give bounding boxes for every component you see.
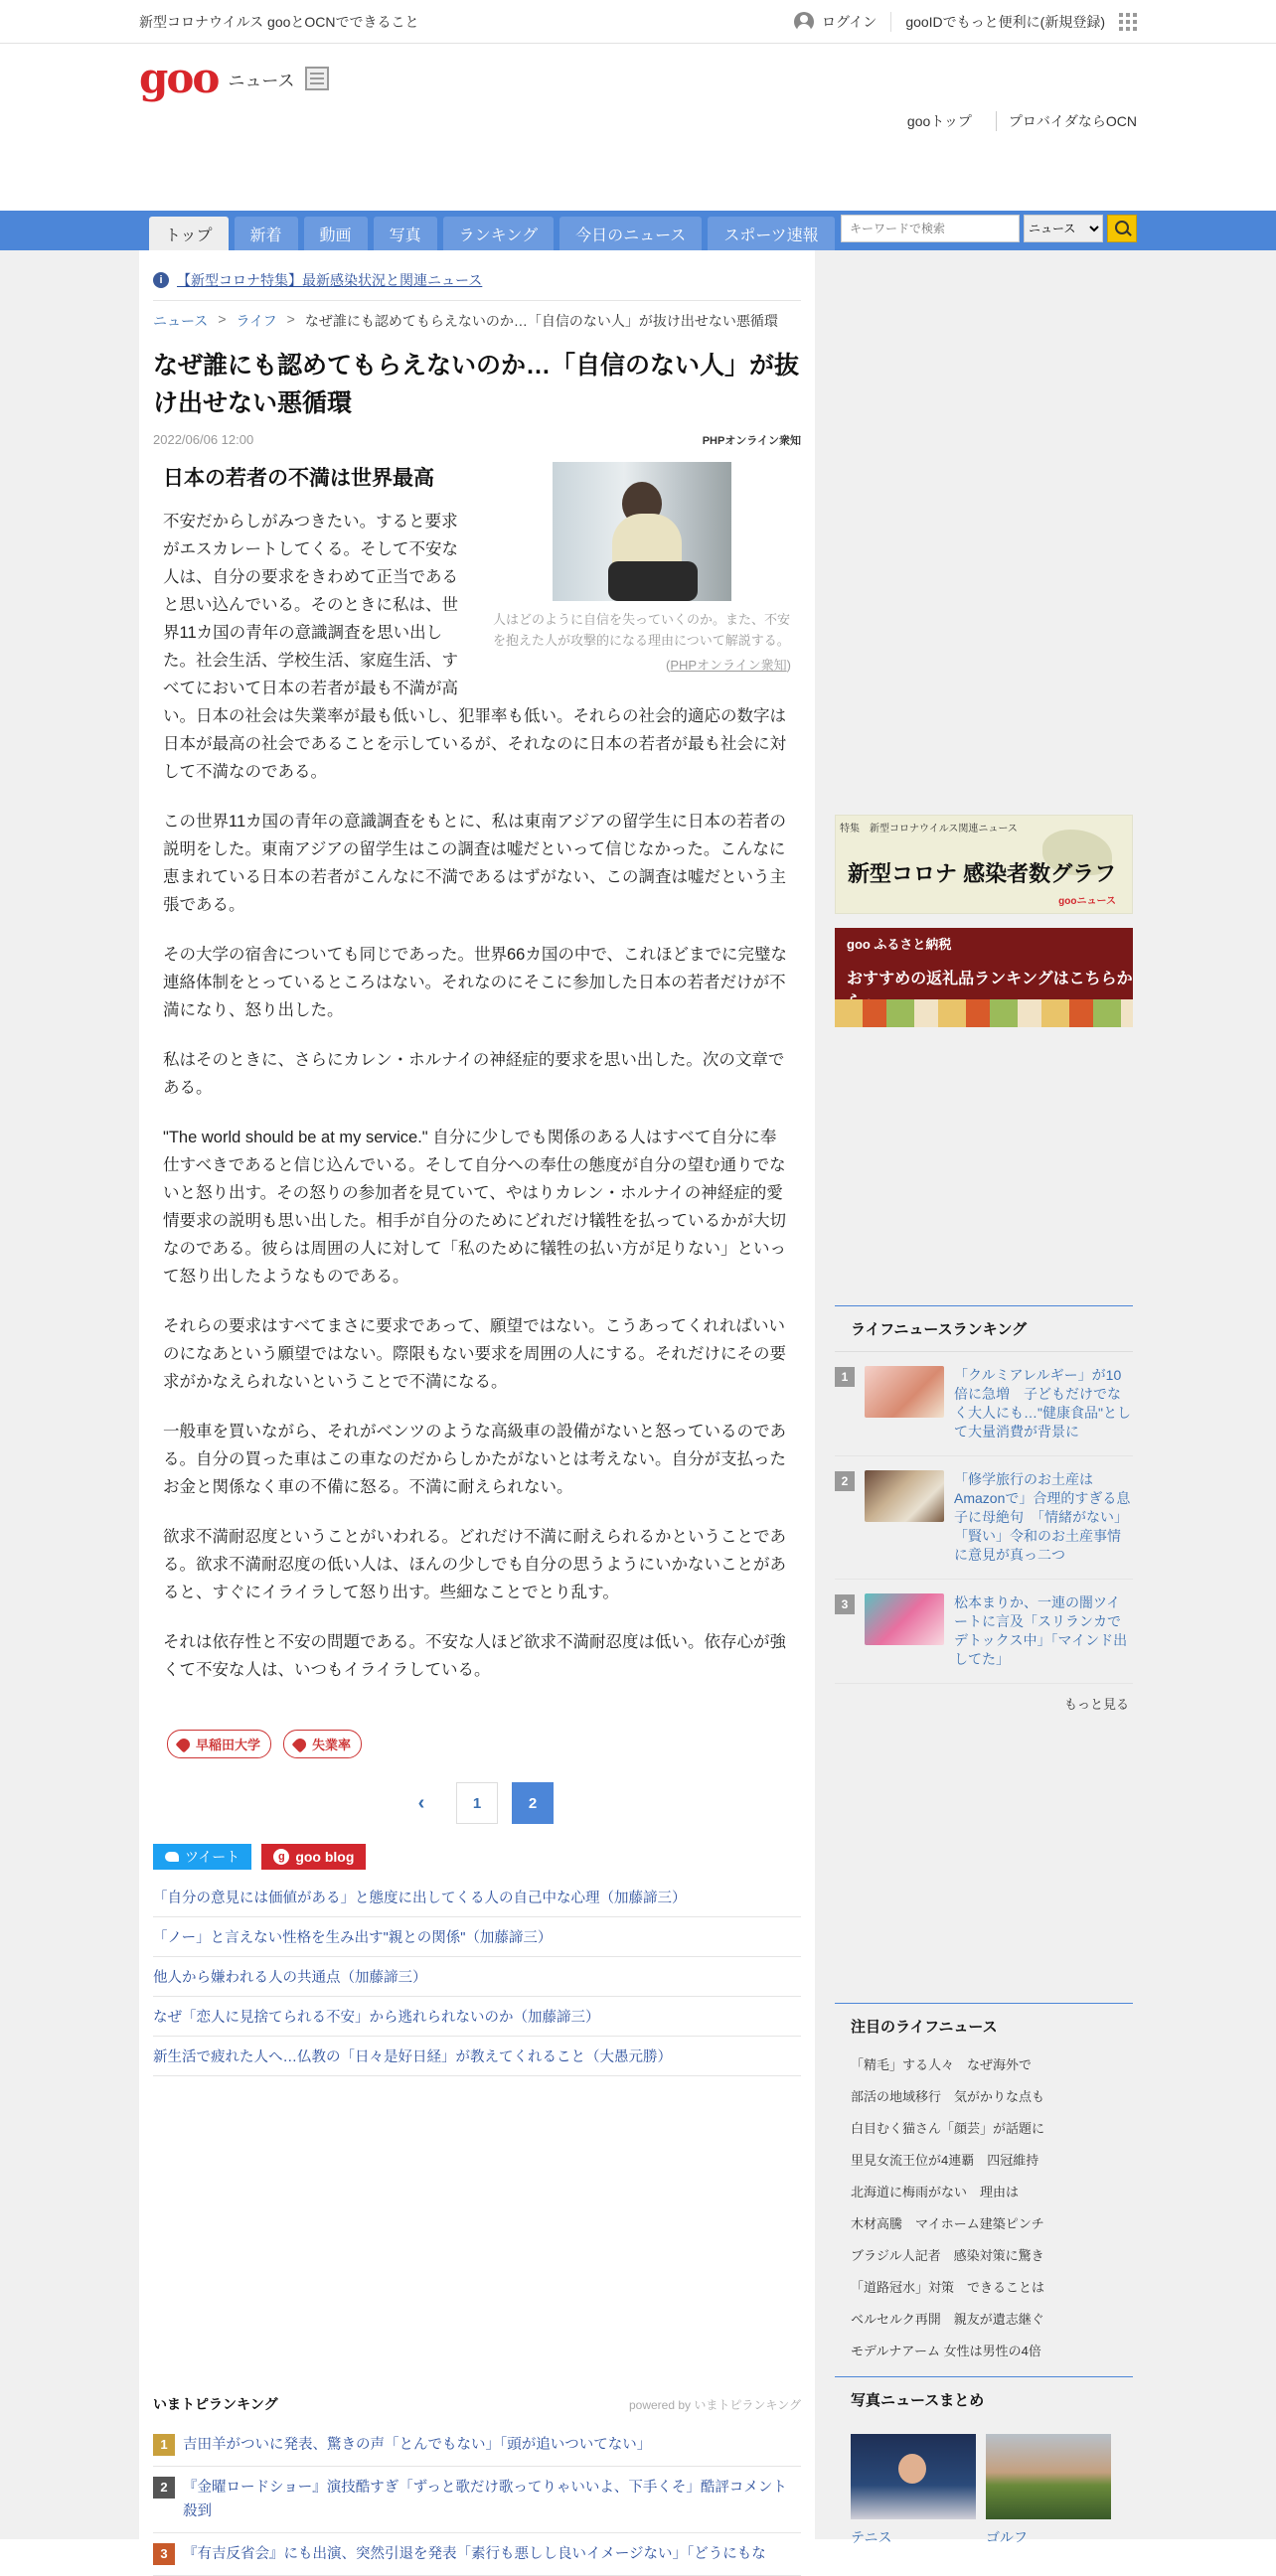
logo-subtitle: ニュース	[228, 71, 295, 90]
list-item[interactable]	[835, 1580, 1133, 1684]
attention-life-news	[835, 2003, 1133, 2366]
sidebar	[835, 250, 1133, 2547]
breadcrumb-current: なぜ誰にも認めてもらえないのか…「自信のない人」が抜け出せない悪循環	[304, 313, 778, 329]
ranking-thumbnail	[865, 1593, 944, 1645]
article-title: なぜ誰にも認めてもらえないのか…「自信のない人」が抜け出せない悪循環	[153, 352, 800, 417]
login-button[interactable]	[794, 12, 877, 32]
article-paragraph: "The world should be at my service." 自分に少しでも関係のある人はすべて自分に奉仕すべきであると信じ込んでいる。そして自分への奉仕の態度が自分の望む通りでないと怒り出す。その怒りの参加者を見ていて、やはりカレン・ホルナイの神経症的愛情要求の説明も思い出した。相手が自分のためにどれだけ犠牲を払っているかが大切なのである。彼らは周囲の人に対して「私のために犠牲の払い方が足りない」といって怒り出したようなものである。	[163, 1129, 786, 1286]
rank-badge: 1	[835, 1367, 855, 1387]
info-icon: i	[153, 272, 169, 288]
tab-top[interactable]: トップ	[149, 217, 229, 250]
related-articles	[153, 1878, 801, 2076]
ranking-text: 松本まりか、一連の闇ツイートに言及「スリランカでデトックス中」「マインド出してた」	[954, 1594, 1128, 1667]
banner-kicker: goo ふるさと納税	[847, 937, 952, 952]
covid-promo-link[interactable]: 新型コロナウイルス gooとOCNでできること	[139, 14, 419, 30]
article-paragraph: 不安だからしがみつきたい。すると要求がエスカレートしてくる。そして不安な人は、自分の要求をきわめて正当であると思い込んでいる。そのときに私は、世界11カ国の青年の意識調査を思い出した。社会生活、学校生活、家庭生活、すべてにおいて日本の若者が最も不満が高い。日本の社会は失業率が最も低いし、犯罪率も低い。それらの社会的適応の数字は日本が最高の社会であることを示しているが、それなのに日本の若者が最も社会に対して不満なのである。	[163, 513, 786, 781]
list-item[interactable]: 木材高騰 マイホーム建築ピンチ	[851, 2216, 1044, 2231]
list-item[interactable]: 「道路冠水」対策 できることは	[851, 2280, 1045, 2295]
list-item[interactable]	[153, 2424, 801, 2467]
list-item[interactable]	[153, 2533, 801, 2576]
banner-brand: gooニュース	[1058, 896, 1116, 907]
golf-photo	[986, 2434, 1111, 2519]
article-paragraph: この世界11カ国の青年の意識調査をもとに、私は東南アジアの留学生に日本の若者の説明をした。東南アジアの留学生はこの調査は嘘だといって信じなかった。こんなに恵まれている日本の若者がこんなに不満であるはずがない、この調査は嘘だという主張である。	[163, 813, 786, 914]
prev-page-icon[interactable]: ‹	[417, 1791, 425, 1814]
rank-badge: 3	[153, 2543, 175, 2565]
pagination	[153, 1782, 801, 1824]
newspaper-icon	[305, 67, 329, 90]
tag-label: 早稲田大学	[196, 1738, 261, 1752]
list-item[interactable]: 白目むく猫さん「顔芸」が話題に	[851, 2121, 1045, 2136]
topic-ranking-list	[153, 2424, 801, 2576]
topic-ranking-title: いまトピランキング	[153, 2396, 278, 2412]
photo-caption: 人はどのように自信を失っていくのか。また、不安を抱えた人が攻撃的になる理由について解説する。	[493, 612, 791, 648]
page-2-button[interactable]: 2	[512, 1782, 554, 1824]
article-photo[interactable]	[553, 462, 731, 601]
ranking-thumbnail	[865, 1470, 944, 1522]
article-figure	[493, 462, 791, 674]
main-column	[139, 250, 815, 2562]
topic-ranking-header	[153, 2384, 801, 2424]
divider	[890, 12, 891, 32]
site-header	[139, 44, 1137, 211]
register-link[interactable]: gooIDでもっと便利に(新規登録)	[905, 14, 1105, 30]
tennis-photo	[851, 2434, 976, 2519]
tab-new[interactable]: 新着	[235, 217, 298, 250]
attention-list	[835, 2048, 1133, 2366]
search-form	[841, 211, 1137, 250]
list-item[interactable]	[153, 2467, 801, 2533]
tag-waseda[interactable]	[167, 1730, 271, 1758]
goo-blog-label: goo blog	[295, 1849, 355, 1865]
apps-grid-icon[interactable]	[1119, 13, 1137, 31]
article-meta	[153, 432, 801, 448]
corona-graph-banner[interactable]	[835, 815, 1133, 914]
list-item[interactable]: モデルナアーム 女性は男性の4倍	[851, 2344, 1041, 2358]
login-label: ログイン	[822, 14, 877, 30]
tab-today[interactable]: 今日のニュース	[559, 217, 702, 250]
breadcrumb-news[interactable]: ニュース	[153, 313, 209, 329]
list-item[interactable]: 北海道に梅雨がない 理由は	[851, 2185, 1020, 2199]
photo-news-title: 写真ニュースまとめ	[851, 2392, 985, 2409]
related-link[interactable]: 新生活で疲れた人へ…仏教の「日々是好日経」が教えてくれること（大愚元勝）	[153, 2037, 801, 2076]
search-input[interactable]	[841, 215, 1020, 242]
life-ranking	[835, 1305, 1133, 1723]
banner-title: 新型コロナ 感染者数グラフ	[848, 861, 1117, 886]
list-item[interactable]: 「精毛」する人々 なぜ海外で	[851, 2057, 1033, 2072]
article-paragraph: 欲求不満耐忍度ということがいわれる。どれだけ不満に耐えられるかということである。欲求不満耐忍度の低い人は、ほんの少しでも自分の思うようにいかないことがあると、すぐにイライラして怒り出す。些細なことでとり乱す。	[163, 1528, 786, 1601]
article-source[interactable]: PHPオンライン衆知	[702, 435, 801, 447]
photo-card-golf[interactable]	[986, 2434, 1111, 2547]
tag-icon	[176, 1736, 193, 1752]
article-date: 2022/06/06 12:00	[153, 432, 254, 447]
banner-title: おすすめの返礼品ランキングはこちらか	[847, 971, 1133, 987]
life-ranking-list	[835, 1352, 1133, 1684]
tag-icon	[292, 1736, 309, 1752]
user-avatar-icon	[794, 12, 814, 32]
nav-tabs	[139, 217, 835, 250]
photo-label: テニス	[851, 2529, 892, 2545]
related-link[interactable]: 他人から嫌われる人の共通点（加藤諦三）	[153, 1957, 801, 1997]
logo-text: goo	[139, 54, 219, 102]
article-tags	[167, 1730, 801, 1758]
rank-badge: 3	[835, 1594, 855, 1614]
list-item[interactable]: 里見女流王位が4連覇 四冠維持	[851, 2153, 1039, 2168]
ocn-link[interactable]: プロバイダならOCN	[996, 111, 1137, 131]
article-paragraph: その大学の宿舎についても同じであった。世界66カ国の中で、これほどまでに完璧な連絡体制をとっているところはない。それなのにそこに参加した日本の若者だけが不満になり、怒り出した。	[163, 946, 788, 1019]
related-link[interactable]: 「自分の意見には価値がある」と態度に出してくる人の自己中な心理（加藤諦三）	[153, 1878, 801, 1917]
topic-ranking-powered[interactable]: powered by いまトピランキング	[628, 2397, 801, 2412]
attention-title: 注目のライフニュース	[851, 2019, 998, 2036]
related-link[interactable]: なぜ「恋人に見捨てられる不安」から逃れられないのか（加藤諦三）	[153, 1997, 801, 2037]
article-body	[153, 462, 801, 1706]
top-bar	[0, 0, 1276, 44]
photo-credit: (PHPオンライン衆知)	[665, 658, 791, 673]
goo-blog-icon: g	[273, 1849, 289, 1865]
breadcrumb-life[interactable]: ライフ	[236, 313, 277, 329]
ranking-thumbnail	[865, 1366, 944, 1418]
ranking-text: 「修学旅行のお土産はAmazonで」合理的すぎる息子に母絶句 「情緒がない」「賢い」令和のお土産事情に意見が真っ二つ	[954, 1471, 1131, 1563]
share-buttons	[153, 1844, 801, 1870]
life-ranking-title: ライフニュースランキング	[835, 1306, 1133, 1352]
goo-news-logo[interactable]	[139, 54, 329, 102]
tweet-label: ツイート	[185, 1849, 240, 1865]
list-item[interactable]	[835, 1456, 1133, 1580]
food-strip-image	[835, 999, 1133, 1027]
rank-badge: 2	[153, 2477, 175, 2499]
photo-news-grid	[835, 2422, 1133, 2547]
page-body	[0, 250, 1276, 2562]
article-paragraph: 私はそのときに、さらにカレン・ホルナイの神経症的要求を思い出した。次の文章である。	[163, 1051, 785, 1097]
breadcrumb-separator: >	[218, 311, 227, 327]
list-item[interactable]: ベルセルク再開 親友が遺志継ぐ	[851, 2312, 1044, 2327]
article-subheading: 日本の若者の不満は世界最高	[163, 467, 434, 490]
rank-badge: 1	[153, 2434, 175, 2456]
tag-label: 失業率	[312, 1738, 352, 1752]
header-links	[907, 111, 1137, 131]
corona-alert	[153, 260, 801, 301]
tweet-button[interactable]	[153, 1844, 251, 1870]
ad-space	[153, 2076, 801, 2384]
list-item[interactable]: ブラジル人記者 感染対策に驚き	[851, 2248, 1044, 2263]
photo-card-tennis[interactable]	[851, 2434, 976, 2547]
tab-photo[interactable]: 写真	[374, 217, 437, 250]
main-navigation	[0, 211, 1276, 250]
banner-kicker: 特集 新型コロナウイルス関連ニュース	[840, 824, 1018, 834]
photo-news	[835, 2376, 1133, 2547]
furusato-banner[interactable]	[835, 928, 1133, 1027]
twitter-icon	[165, 1852, 179, 1862]
article-paragraph: それらの要求はすべてまさに要求であって、願望ではない。こうあってくれればいいのになあという願望ではない。際限もない要求を周囲の人にする。それだけにその要求がかなえられないということで不満になる。	[163, 1317, 786, 1391]
tab-video[interactable]: 動画	[304, 217, 368, 250]
article-paragraph: 一般車を買いながら、それがベンツのような高級車の設備がないと怒っているのである。自分の買った車はこの車なのだからしかたがないとは考えない。自分が支払ったお金と関係なく車の不備に怒る。不満に耐えられない。	[163, 1423, 786, 1496]
breadcrumb-separator: >	[286, 311, 295, 327]
ranking-text: 『金曜ロードショー』演技酷すぎ「ずっと歌だけ歌ってりゃいいよ、下手くそ」酷評コメント殺到	[183, 2480, 787, 2519]
corona-special-link[interactable]: 【新型コロナ特集】最新感染状況と関連ニュース	[177, 272, 483, 288]
tag-unemployment[interactable]	[283, 1730, 362, 1758]
ranking-text: 『有吉反省会』にも出演、突然引退を発表「素行も悪しし良いイメージない」「どうにもな	[183, 2546, 766, 2562]
article-paragraph: それは依存性と不安の問題である。不安な人ほど欲求不満耐忍度は低い。依存心が強くて不安な人は、いつもイライラしている。	[163, 1633, 786, 1679]
rank-badge: 2	[835, 1471, 855, 1491]
ranking-text: 「クルミアレルギー」が10倍に急増 子どもだけでなく大人にも…"健康食品"として大量消費が背景に	[954, 1367, 1131, 1440]
photo-credit-link[interactable]: PHPオンライン衆知	[670, 658, 787, 673]
more-link[interactable]: もっと見る	[1063, 1697, 1129, 1712]
related-link[interactable]: 「ノー」と言えない性格を生み出す"親との関係"（加藤諦三）	[153, 1917, 801, 1957]
search-icon[interactable]	[1107, 215, 1137, 242]
tab-sports[interactable]: スポーツ速報	[708, 217, 834, 250]
list-item[interactable]: 部活の地域移行 気がかりな点も	[851, 2089, 1045, 2104]
search-scope-select[interactable]	[1024, 215, 1103, 242]
goo-blog-button[interactable]	[261, 1844, 366, 1870]
list-item[interactable]	[835, 1352, 1133, 1456]
ranking-text: 吉田羊がついに発表、驚きの声「とんでもない」「頭が追いついてない」	[183, 2437, 652, 2453]
photo-label: ゴルフ	[986, 2529, 1028, 2545]
page-1-button[interactable]: 1	[456, 1782, 498, 1824]
tab-ranking[interactable]: ランキング	[443, 217, 555, 250]
breadcrumb	[153, 301, 801, 341]
goo-top-link[interactable]: gooトップ	[906, 113, 972, 129]
